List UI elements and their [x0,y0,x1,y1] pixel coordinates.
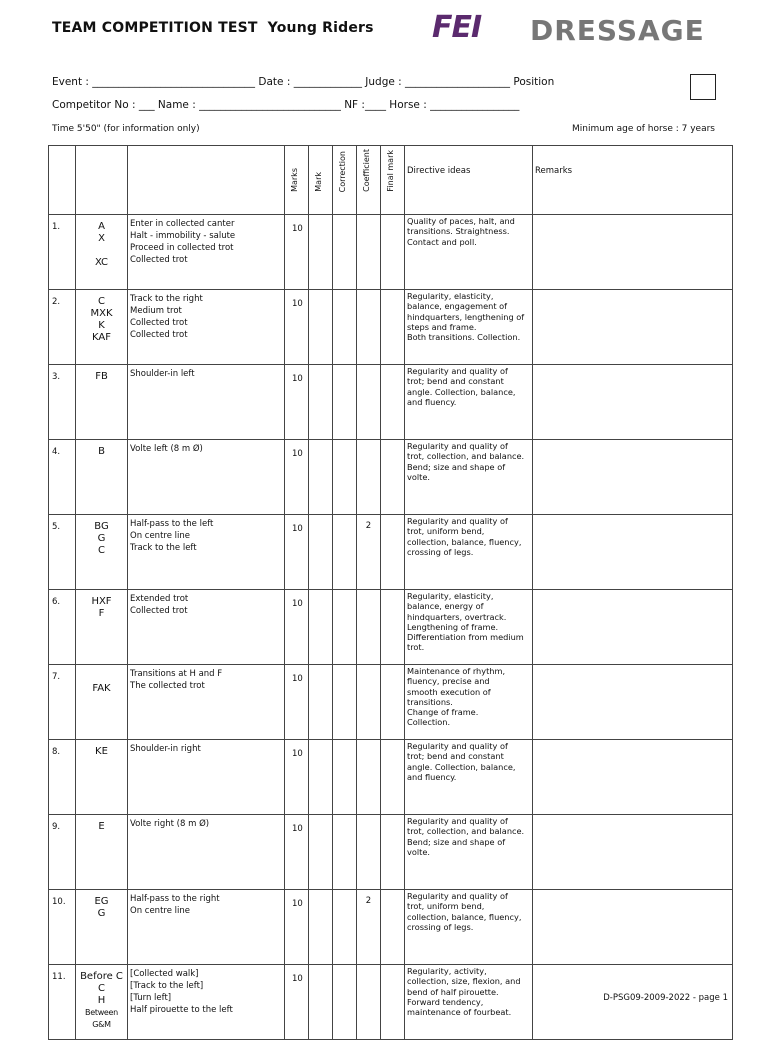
table-row [49,365,733,440]
max-marks: 10 [285,965,309,1040]
directive-ideas [405,665,533,740]
directive-ideas [405,515,533,590]
text-line: Regularity and quality of [407,366,508,376]
text-line: Bend; size and shape of [407,836,506,847]
max-marks: 10 [285,890,309,965]
movement-description [128,890,285,965]
table-row [49,290,733,365]
text-line: angle. Collection, balance, [407,761,516,772]
movement-letter: FB [95,371,108,382]
text-line: fluency, precise and [407,676,490,687]
movement-letter: HXF [91,596,112,607]
movement-description [128,965,285,1040]
position-box[interactable] [690,74,716,100]
final-mark-input[interactable] [381,440,405,515]
correction-input[interactable] [333,440,357,515]
mark-input[interactable] [309,815,333,890]
hdr-directive: Directive ideas [405,146,533,215]
mark-input[interactable] [309,290,333,365]
text-line: trot; bend and constant [407,376,504,387]
movement-description [128,515,285,590]
logo-fei-text: FEI [432,10,482,45]
movement-letter: F [98,608,105,619]
text-line: Collection. [407,717,451,728]
remarks-input[interactable] [533,890,733,965]
correction-input[interactable] [333,290,357,365]
correction-input[interactable] [333,365,357,440]
text-line: Half pirouette to the left [130,1005,233,1015]
text-line: trot, uniform bend, [407,526,485,537]
table-row [49,665,733,740]
test-title-sub: Young Riders [267,20,374,36]
max-marks: 10 [285,515,309,590]
movement-letter: BG [94,521,109,532]
mark-input[interactable] [309,440,333,515]
movement-letter: Before C [80,971,123,982]
movement-letter: FAK [92,683,111,694]
competitor-line: Competitor No : ___ Name : ___________________________ NF :____ Horse : _________________ [52,99,520,111]
movement-number: 9. [49,815,76,890]
text-line: balance, engagement of [407,301,508,312]
text-line: balance, energy of [407,601,484,612]
mark-input[interactable] [309,215,333,290]
score-table [48,145,733,1040]
text-line: bend of half pirouette. [407,986,499,997]
text-line: trot, uniform bend, [407,901,485,912]
text-line: steps and frame. [407,321,477,332]
text-line: crossing of legs. [407,546,474,557]
remarks-input[interactable] [533,665,733,740]
text-line: Forward tendency, [407,996,484,1007]
final-mark-input[interactable] [381,515,405,590]
text-line: Collected trot [130,255,188,265]
movement-description [128,440,285,515]
text-line: and fluency. [407,771,457,782]
text-line: Differentiation from medium [407,632,524,643]
remarks-input[interactable] [533,440,733,515]
text-line: Collected trot [130,606,188,616]
movement-number: 8. [49,740,76,815]
text-line: Both transitions. Collection. [407,332,521,343]
remarks-input[interactable] [533,515,733,590]
movement-letter [76,245,127,257]
movement-letter: C [98,545,105,556]
movement-description [128,215,285,290]
hdr-mark: Mark [309,146,333,215]
movement-letter: C [98,983,105,994]
movement-description [128,665,285,740]
text-line: trot, collection, and balance. [407,451,525,462]
text-line: Volte right (8 m Ø) [130,819,210,829]
max-marks: 10 [285,365,309,440]
text-line: Halt - immobility - salute [130,231,236,241]
directive-ideas [405,365,533,440]
directive-ideas [405,290,533,365]
text-line: On centre line [130,906,190,916]
final-mark-input[interactable] [381,665,405,740]
text-line: Medium trot [130,306,182,316]
final-mark-input[interactable] [381,215,405,290]
max-marks: 10 [285,440,309,515]
correction-input[interactable] [333,515,357,590]
text-line: Change of frame. [407,707,479,718]
coefficient [357,215,381,290]
remarks-input[interactable] [533,590,733,665]
mark-input[interactable] [309,740,333,815]
test-title-main: TEAM COMPETITION TEST [52,20,258,36]
text-line: collection, balance, fluency, [407,536,522,547]
mark-input[interactable] [309,515,333,590]
text-line: collection, balance, fluency, [407,911,522,922]
hdr-num [49,146,76,215]
table-row [49,815,733,890]
text-line: Regularity and quality of [407,516,508,526]
min-age-note: Minimum age of horse : 7 years [572,124,715,134]
text-line: Volte left (8 m Ø) [130,444,203,454]
final-mark-input[interactable] [381,290,405,365]
table-row [49,515,733,590]
movement-letter: XC [94,257,109,268]
movement-letters [76,890,128,965]
hdr-desc [128,146,285,215]
final-mark-input[interactable] [381,740,405,815]
movement-letter: A [98,221,105,232]
table-row [49,440,733,515]
time-note: Time 5'50" (for information only) [52,124,200,134]
text-line: trot, collection, and balance. [407,826,525,837]
movement-description [128,740,285,815]
text-line: Collected trot [130,330,188,340]
directive-ideas [405,440,533,515]
hdr-correction: Correction [333,146,357,215]
text-line: Maintenance of rhythm, [407,666,506,676]
hdr-move [76,146,128,215]
correction-input[interactable] [333,590,357,665]
directive-ideas [405,890,533,965]
text-line: transitions. [407,696,453,707]
coefficient [357,290,381,365]
directive-ideas [405,590,533,665]
movement-letter: B [98,446,105,457]
text-line: maintenance of fourbeat. [407,1007,512,1018]
movement-description [128,365,285,440]
coefficient [357,740,381,815]
movement-letters [76,815,128,890]
text-line: Half-pass to the right [130,894,220,904]
max-marks: 10 [285,290,309,365]
table-row [49,890,733,965]
remarks-input[interactable] [533,815,733,890]
text-line: Regularity, elasticity, [407,291,494,301]
table-header [49,146,733,215]
final-mark-input[interactable] [381,365,405,440]
text-line: Collected trot [130,318,188,328]
coefficient: 2 [357,890,381,965]
correction-input[interactable] [333,815,357,890]
text-line: and fluency. [407,396,457,407]
final-mark-input[interactable] [381,890,405,965]
remarks-input[interactable] [533,290,733,365]
remarks-input[interactable] [533,215,733,290]
max-marks: 10 [285,740,309,815]
final-mark-input[interactable] [381,815,405,890]
text-line: On centre line [130,531,190,541]
coefficient [357,665,381,740]
text-line: [Track to the left] [130,981,204,991]
table-row [49,590,733,665]
text-line: hindquarters, lengthening of [407,311,525,322]
text-line: angle. Collection, balance, [407,386,516,397]
text-line: Regularity and quality of [407,816,508,826]
movement-letters [76,515,128,590]
mark-input[interactable] [309,590,333,665]
max-marks: 10 [285,815,309,890]
movement-letters [76,740,128,815]
coefficient: 2 [357,515,381,590]
mark-input[interactable] [309,365,333,440]
movement-letter: KAF [92,332,111,343]
mark-input[interactable] [309,965,333,1040]
text-line: volte. [407,471,430,482]
final-mark-input[interactable] [381,590,405,665]
correction-input[interactable] [333,740,357,815]
text-line: Track to the right [130,294,203,304]
text-line: [Turn left] [130,993,172,1003]
table-row [49,740,733,815]
movement-letter [76,671,127,683]
coefficient [357,815,381,890]
fei-dressage-logo [432,10,736,50]
text-line: Regularity and quality of [407,891,508,901]
text-line: trot. [407,642,425,653]
movement-letters [76,665,128,740]
movement-letter: K [98,320,105,331]
movement-letter: X [98,233,105,244]
text-line: Shoulder-in right [130,744,201,754]
text-line: crossing of legs. [407,921,474,932]
movement-letters [76,440,128,515]
movement-number: 7. [49,665,76,740]
movement-letters [76,215,128,290]
text-line: hindquarters, overtrack. [407,611,507,622]
text-line: The collected trot [130,681,205,691]
movement-description [128,590,285,665]
movement-letters [76,365,128,440]
directive-ideas [405,215,533,290]
table-row [49,215,733,290]
text-line: Enter in collected canter [130,219,235,229]
movement-number: 3. [49,365,76,440]
movement-number: 4. [49,440,76,515]
hdr-marks: Marks [285,146,309,215]
movement-description [128,815,285,890]
movement-letter: H [97,995,106,1006]
text-line: Regularity, elasticity, [407,591,494,601]
movement-number: 1. [49,215,76,290]
directive-ideas [405,740,533,815]
text-line: Half-pass to the left [130,519,214,529]
movement-letter: KE [95,746,108,757]
movement-number: 10. [49,890,76,965]
movement-letters [76,590,128,665]
remarks-input[interactable] [533,365,733,440]
mark-input[interactable] [309,665,333,740]
text-line: Regularity and quality of [407,441,508,451]
max-marks: 10 [285,665,309,740]
correction-input[interactable] [333,665,357,740]
hdr-final-mark: Final mark [381,146,405,215]
movement-letter: EG [94,896,109,907]
text-line: Proceed in collected trot [130,243,234,253]
hdr-coefficient: Coefficient [357,146,381,215]
directive-ideas [405,815,533,890]
movement-letter: Between G&M [85,1008,118,1029]
movement-number: 5. [49,515,76,590]
test-title [52,20,374,36]
coefficient [357,965,381,1040]
remarks-input[interactable] [533,740,733,815]
text-line: Shoulder-in left [130,369,195,379]
movement-number: 2. [49,290,76,365]
movement-letter: MXK [90,308,113,319]
movement-number: 11. [49,965,76,1040]
text-line: smooth execution of [407,686,491,697]
event-date-judge-line: Event : _______________________________ Date : _____________ Judge : ____________________ Position [52,76,555,88]
text-line: transitions. Straightness. [407,226,510,237]
text-line: Extended trot [130,594,189,604]
coefficient [357,590,381,665]
coefficient [357,440,381,515]
movement-description [128,290,285,365]
movement-letter: G [97,908,106,919]
coefficient [357,365,381,440]
movement-letters [76,965,128,1040]
movement-number: 6. [49,590,76,665]
logo-dressage-text: DRESSAGE [530,14,705,47]
movement-letter: C [98,296,105,307]
correction-input[interactable] [333,965,357,1040]
text-line: Track to the left [130,543,197,553]
text-line: [Collected walk] [130,969,199,979]
movement-letter: E [98,821,105,832]
final-mark-input[interactable] [381,965,405,1040]
movement-letter: G [97,533,106,544]
text-line: Regularity and quality of [407,741,508,751]
text-line: volte. [407,846,430,857]
text-line: trot; bend and constant [407,751,504,762]
movement-letters [76,290,128,365]
text-line: collection, size, flexion, and [407,976,521,987]
mark-input[interactable] [309,890,333,965]
hdr-remarks: Remarks [533,146,733,215]
text-line: Lengthening of frame. [407,621,499,632]
correction-input[interactable] [333,890,357,965]
directive-ideas [405,965,533,1040]
correction-input[interactable] [333,215,357,290]
text-line: Contact and poll. [407,236,477,247]
text-line: Bend; size and shape of [407,461,506,472]
max-marks: 10 [285,215,309,290]
text-line: Quality of paces, halt, and [407,216,515,226]
text-line: Regularity, activity, [407,966,487,976]
text-line: Transitions at H and F [130,669,223,679]
max-marks: 10 [285,590,309,665]
page-footer: D-PSG09-2009-2022 - page 1 [603,993,728,1003]
